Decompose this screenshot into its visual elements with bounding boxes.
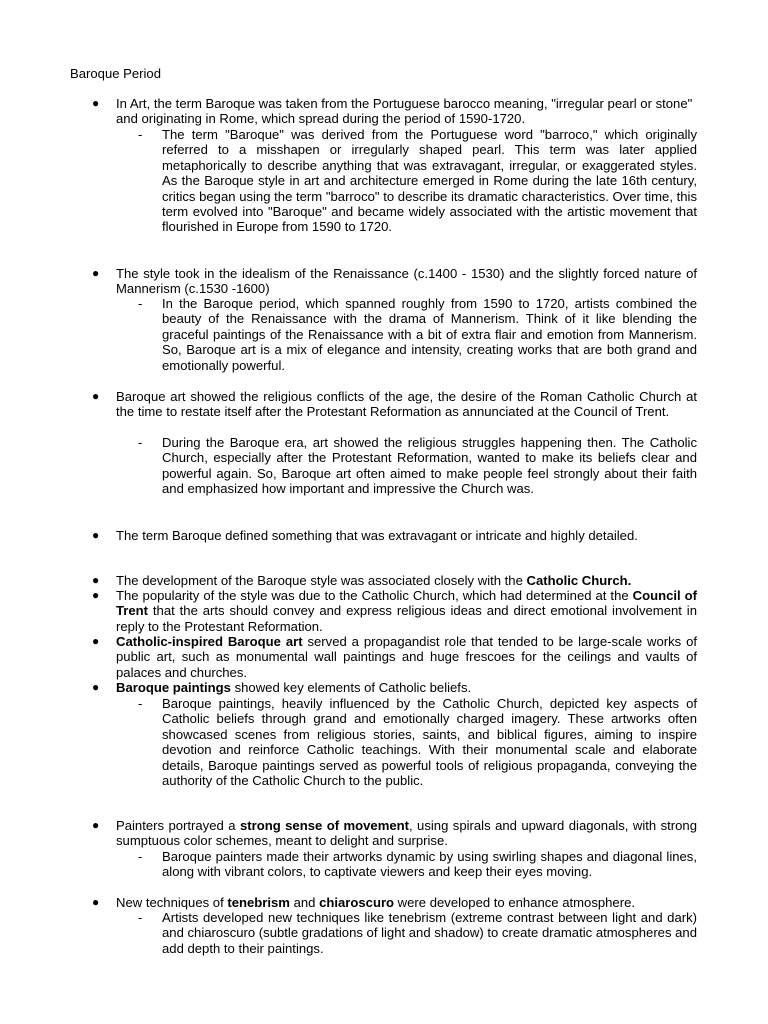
bullet-marker: ● bbox=[92, 389, 100, 403]
bullet-item bbox=[92, 818, 698, 849]
bold-term: strong sense of movement bbox=[239, 818, 409, 833]
bold-term: Catholic-inspired Baroque art bbox=[116, 634, 303, 649]
bullet-text: served a propagandist role that tended to be large-scale works of public art, such as monumental wall paintings and huge frescoes for the ceilings and vaults of palaces and churches. bbox=[116, 634, 697, 680]
bold-term: Baroque paintings bbox=[116, 680, 231, 695]
sub-text: During the Baroque era, art showed the religious struggles happening then. The Catholic Church, especially after the Protestant Reformation, wanted to make its beliefs clear and powerful again. So, Baroque art often aimed to make people feel strongly about their faith and emphasized how important and impressive the Church was. bbox=[162, 435, 697, 497]
dash-marker: - bbox=[138, 435, 143, 450]
page-title: Baroque Period bbox=[70, 66, 161, 81]
bullet-text: that the arts should convey and express religious ideas and direct emotional involvement in reply to the Protestant Reformation. bbox=[116, 603, 697, 634]
bold-term: tenebrism bbox=[227, 895, 290, 910]
bullet-item bbox=[92, 895, 697, 910]
sub-item bbox=[138, 127, 697, 235]
sub-item bbox=[138, 696, 697, 789]
dash-marker: - bbox=[138, 910, 143, 925]
bullet-marker: ● bbox=[92, 818, 100, 832]
sub-text: In the Baroque period, which spanned roughly from 1590 to 1720, artists combined the beauty of the Renaissance with the drama of Mannerism. Think of it like blending the graceful paintings of the Renaissance with a bit of extra flair and emotion from Mannerism. So, Baroque art is a mix of elegance and intensity, creating works that are both grand and emotionally powerful. bbox=[162, 296, 697, 373]
bullet-marker: ● bbox=[92, 588, 100, 602]
bullet-text: Painters portrayed a bbox=[116, 818, 240, 833]
sub-text: Baroque paintings, heavily influenced by the Catholic Church, depicted key aspects of Catholic beliefs through grand and emotionally charged imagery. These artworks often showcased scenes from religious stories, saints, and biblical figures, aiming to inspire devotion and reinforce Catholic teachings. With their monumental scale and elaborate details, Baroque paintings served as powerful tools of religious propaganda, conveying the authority of the Catholic Church to the public. bbox=[162, 696, 697, 789]
bullet-text: In Art, the term Baroque was taken from the Portuguese barocco meaning, "irregular pearl or stone" and originating in Rome, which spread during the period of 1590-1720. bbox=[116, 96, 693, 127]
bold-term: Catholic Church. bbox=[526, 573, 632, 588]
dash-marker: - bbox=[138, 296, 143, 311]
bold-term: Council of Trent bbox=[116, 588, 697, 619]
bullet-marker: ● bbox=[92, 96, 100, 110]
bullet-item bbox=[92, 266, 697, 297]
dash-marker: - bbox=[138, 696, 143, 711]
bullet-text: showed key elements of Catholic beliefs. bbox=[230, 680, 472, 695]
bullet-item bbox=[92, 634, 697, 680]
dash-marker: - bbox=[138, 127, 143, 142]
sub-item bbox=[138, 910, 697, 956]
bullet-text: The term Baroque defined something that was extravagant or intricate and highly detailed. bbox=[116, 528, 638, 543]
bullet-marker: ● bbox=[92, 680, 100, 694]
bullet-item bbox=[92, 588, 697, 634]
bullet-marker: ● bbox=[92, 266, 100, 280]
bullet-item bbox=[92, 680, 697, 695]
dash-marker: - bbox=[138, 849, 143, 864]
bullet-item bbox=[92, 96, 697, 127]
bullet-text: and bbox=[289, 895, 320, 910]
bullet-marker: ● bbox=[92, 573, 100, 587]
bullet-text: were developed to enhance atmosphere. bbox=[394, 895, 635, 910]
bullet-text: , using spirals and upward diagonals, with strong sumptuous color schemes, meant to delight and surprise. bbox=[116, 818, 698, 849]
bold-term: chiaroscuro bbox=[319, 895, 395, 910]
sub-text: Artists developed new techniques like tenebrism (extreme contrast between light and dark) and chiaroscuro (subtle gradations of light and shadow) to create dramatic atmospheres and add depth to their paintings. bbox=[162, 910, 697, 956]
bullet-item bbox=[92, 389, 697, 420]
bullet-text: New techniques of bbox=[116, 895, 228, 910]
bullet-item bbox=[92, 528, 697, 543]
sub-text: Baroque painters made their artworks dynamic by using swirling shapes and diagonal lines, along with vibrant colors, to captivate viewers and keep their eyes moving. bbox=[162, 849, 697, 880]
bullet-marker: ● bbox=[92, 895, 100, 909]
bullet-text: Baroque art showed the religious conflicts of the age, the desire of the Roman Catholic Church at the time to restate itself after the Protestant Reformation as annunciated at the Council of Trent. bbox=[116, 389, 697, 420]
bullet-text: The style took in the idealism of the Renaissance (c.1400 - 1530) and the slightly forced nature of Mannerism (c.1530 -1600) bbox=[116, 266, 697, 297]
bullet-text: The popularity of the style was due to the Catholic Church, which had determined at the bbox=[116, 588, 633, 603]
sub-item bbox=[138, 849, 697, 880]
sub-text: The term "Baroque" was derived from the Portuguese word "barroco," which originally referred to a misshapen or irregularly shaped pearl. This term was later applied metaphorically to describe anything that was extravagant, irregular, or exaggerated styles. As the Baroque style in art and architecture emerged in Rome during the late 16th century, critics began using the term "barroco" to describe its dramatic characteristics. Over time, this term evolved into "Baroque" and became widely associated with the artistic movement that flourished in Europe from 1590 to 1720. bbox=[162, 127, 697, 235]
bullet-marker: ● bbox=[92, 528, 100, 542]
bullet-text: The development of the Baroque style was associated closely with the bbox=[116, 573, 527, 588]
sub-item bbox=[138, 296, 697, 373]
sub-item bbox=[138, 435, 697, 497]
bullet-item bbox=[92, 573, 697, 588]
bullet-marker: ● bbox=[92, 634, 100, 648]
